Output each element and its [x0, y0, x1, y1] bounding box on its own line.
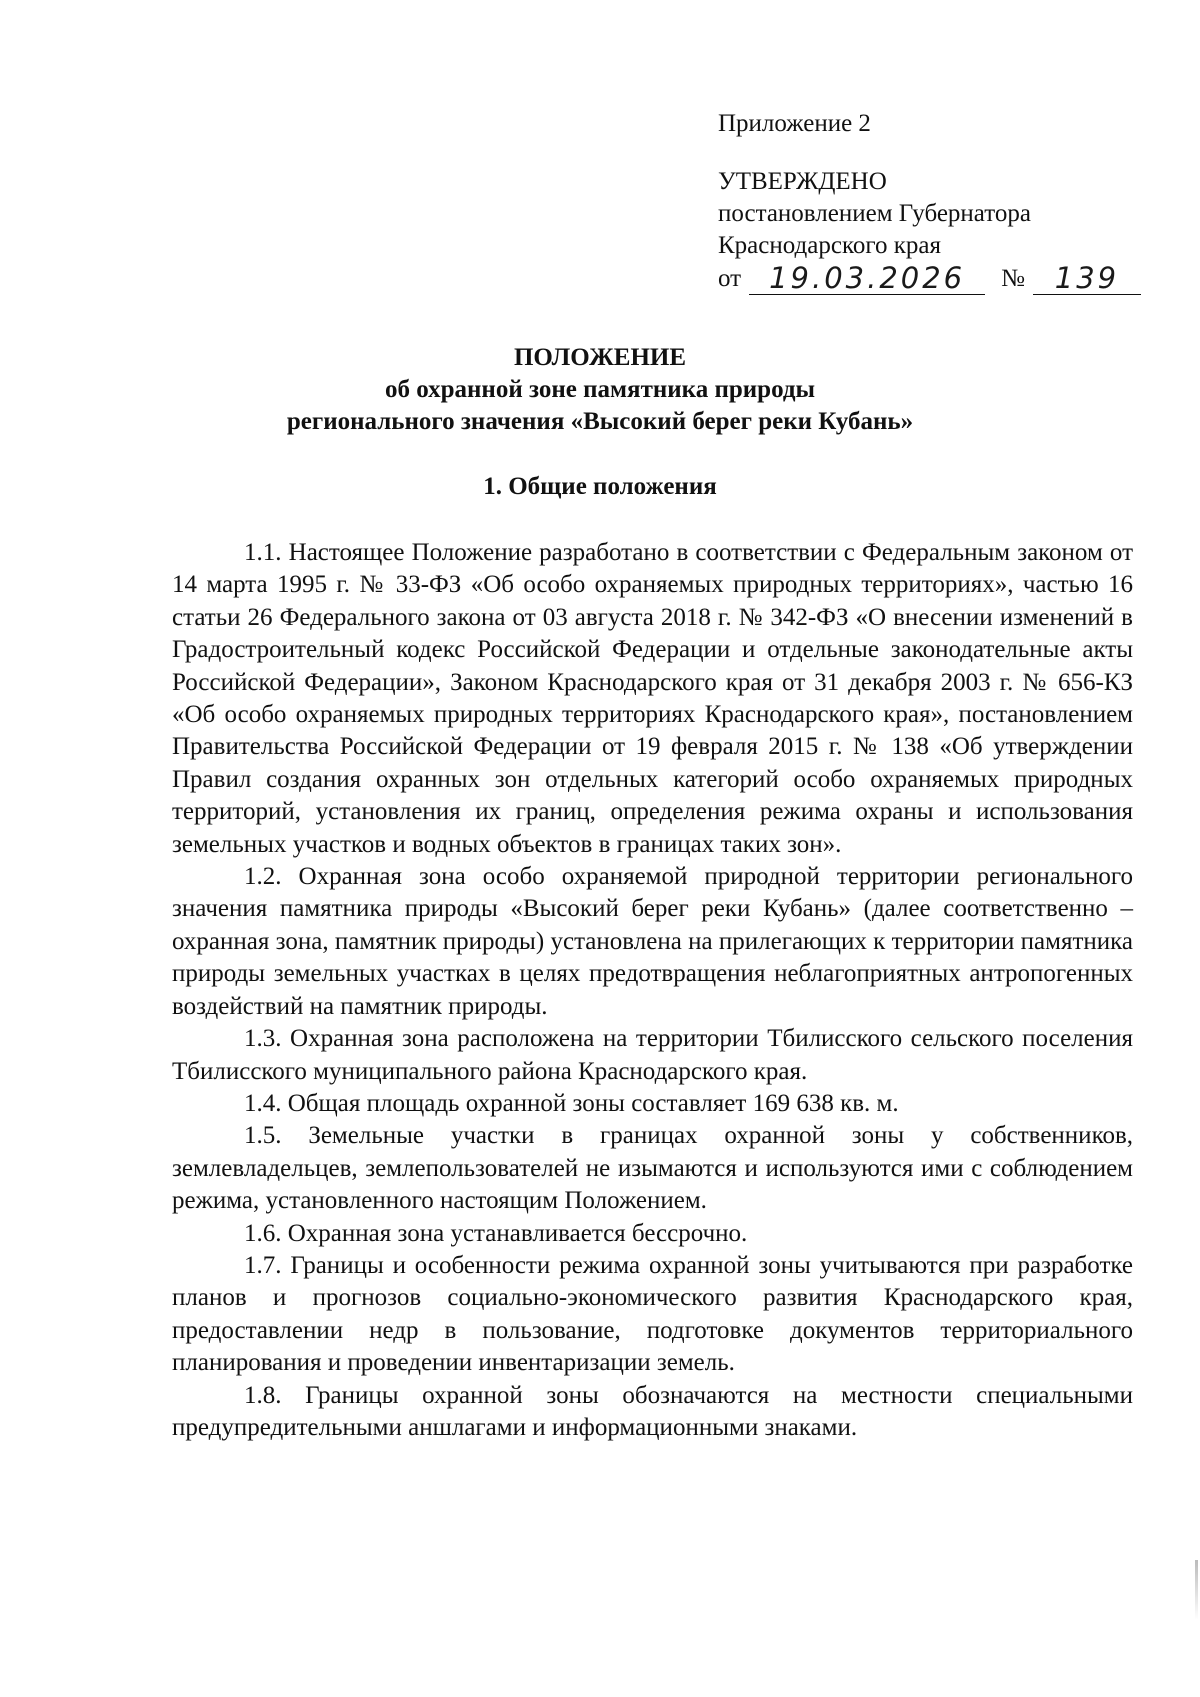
appendix-label: Приложение 2 — [718, 110, 871, 137]
handwritten-number: 139 — [1033, 262, 1141, 295]
section-title: 1. Общие положения — [483, 473, 717, 500]
scan-edge-mark — [1195, 1560, 1198, 1620]
paragraph-1-1: 1.1. Настоящее Положение разработано в соответствии с Федеральным законом от 14 марта 1995 г. № 33-ФЗ «Об особо охраняемых природных территориях», частью 16 статьи 26 Федерального закона от 03 августа 2018 г. № 342-ФЗ «О внесении изменений в Градостроительный кодекс Российской Федерации и отдельные законодательные акты Российской Федерации», Законом Краснодарского края от 31 декабря 2003 г. № 656-КЗ «Об особо охраняемых природных территориях Краснодарского края», постановлением Правительства Российской Федерации от 19 февраля 2015 г. № 138 «Об утверждении Правил создания охранных зон отдельных категорий особо охраняемых природных территорий, установления их границ, определения режима охраны и использования земельных участков и водных объектов в границах таких зон». — [172, 539, 1133, 858]
paragraph-1-4: 1.4. Общая площадь охранной зоны составляет 169 638 кв. м. — [244, 1089, 899, 1117]
date-prefix: от — [718, 265, 742, 292]
paragraph-1-7: 1.7. Границы и особенности режима охранной зоны учитываются при разработке планов и прогнозов социально-экономического развития Краснодарского края, предоставлении недр в пользование, подготовке документов территориального планирования и проведении инвентаризации земель. — [172, 1251, 1133, 1377]
paragraph-1-3: 1.3. Охранная зона расположена на территории Тбилисского сельского поселения Тбилисского муниципального района Краснодарского края. — [172, 1025, 1133, 1085]
title-subtitle-line-2: регионального значения «Высокий берег реки Кубань» — [286, 408, 914, 435]
approved-by-line-2: Краснодарского края — [718, 232, 941, 259]
number-prefix: № — [1001, 265, 1025, 292]
approval-block — [718, 108, 1158, 295]
paragraph-1-8: 1.8. Границы охранной зоны обозначаются на местности специальными предупредительными аншлагами и информационными знаками. — [172, 1381, 1133, 1441]
title-subtitle-line-1: об охранной зоне памятника природы — [384, 376, 816, 403]
document-body — [172, 537, 1133, 1444]
handwritten-date: 19.03.2026 — [749, 262, 985, 295]
date-number-row — [718, 262, 1158, 295]
paragraph-1-2: 1.2. Охранная зона особо охраняемой природной территории регионального значения памятника природы «Высокий берег реки Кубань» (далее соответственно – охранная зона, памятник природы) установлена на прилегающих к территории памятника природы земельных участках в целях предотвращения неблагоприятных антропогенных воздействий на памятник природы. — [172, 863, 1133, 1020]
paragraph-1-5: 1.5. Земельные участки в границах охранной зоны у собственников, землевладельцев, землепользователей не изымаются и используются ими с соблюдением режима, установленного настоящим Положением. — [172, 1122, 1133, 1215]
approved-label: УТВЕРЖДЕНО — [718, 168, 887, 195]
paragraph-1-6: 1.6. Охранная зона устанавливается бессрочно. — [244, 1219, 748, 1247]
document-title — [170, 342, 1030, 438]
approved-by-line-1: постановлением Губернатора — [718, 200, 1031, 227]
title-heading: ПОЛОЖЕНИЕ — [513, 344, 687, 371]
